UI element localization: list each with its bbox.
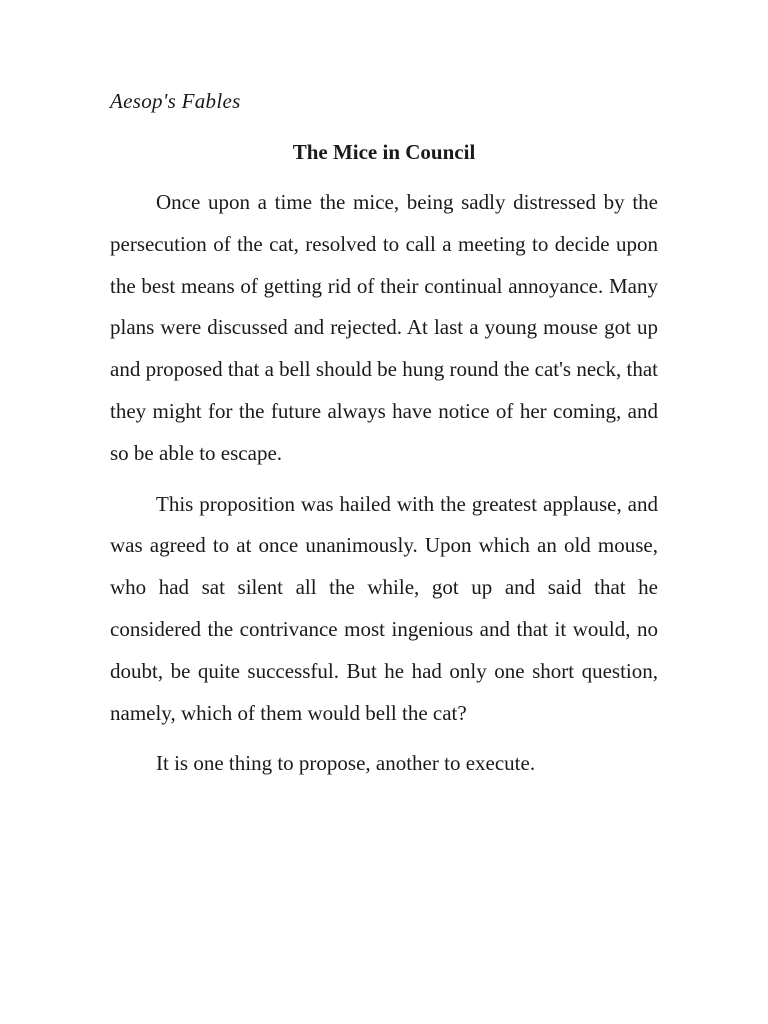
paragraph-1: Once upon a time the mice, being sadly distressed by the persecution of the cat, resolved to call a meeting to decide upon the best means of getting rid of their continual annoyance. Many plans were discussed and rejected. At last a young mouse got up and proposed that a bell should be hung round the cat's neck, that they might for the future always have notice of her coming, and so be able to escape. — [110, 190, 658, 465]
document-page — [110, 84, 658, 785]
fable-title: The Mice in Council — [292, 140, 476, 164]
paragraph-2: This proposition was hailed with the greatest applause, and was agreed to at once unanimously. Upon which an old mouse, who had sat silent all the while, got up and said that he considered the contrivance most ingenious and that it would, no doubt, be quite successful. But he had only one short question, namely, which of them would bell the cat? — [110, 491, 658, 725]
moral-paragraph: It is one thing to propose, another to execute. — [156, 751, 536, 776]
book-title-header: Aesop's Fables — [110, 89, 241, 113]
